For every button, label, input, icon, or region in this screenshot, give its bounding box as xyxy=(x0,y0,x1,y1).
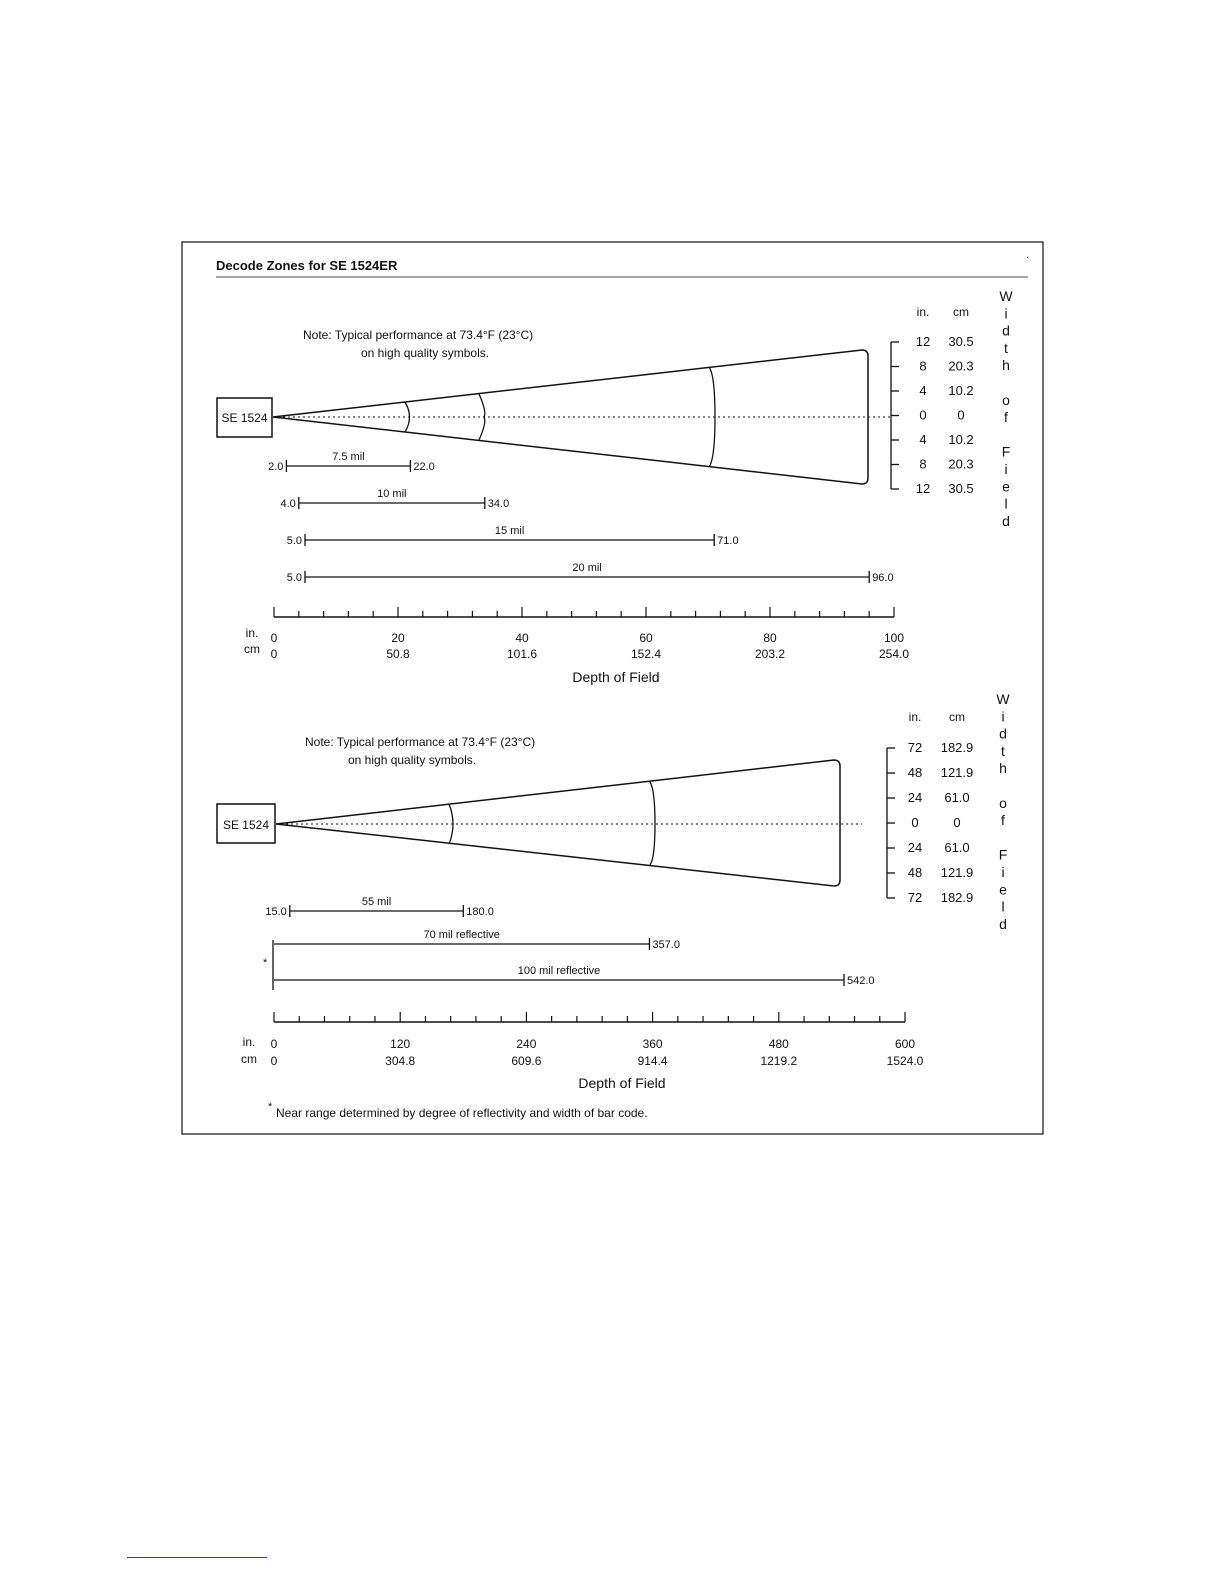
decode-ranges xyxy=(268,451,894,584)
width-of-field-letter: f xyxy=(1004,409,1008,426)
width-value-in: 72 xyxy=(907,740,923,755)
tick-label-cm: 609.6 xyxy=(511,1054,542,1068)
width-head-in: in. xyxy=(916,305,930,319)
width-value-in: 12 xyxy=(915,481,931,496)
tick-label-in: 40 xyxy=(515,631,529,645)
decode-range xyxy=(287,525,739,547)
width-head-cm: cm xyxy=(953,305,969,319)
axis-unit-cm: cm xyxy=(241,1052,257,1066)
width-of-field-letter: i xyxy=(1001,864,1005,880)
range-label: 20 mil xyxy=(572,562,602,574)
tick-label-cm: 1219.2 xyxy=(760,1054,798,1068)
tick-label-in: 0 xyxy=(270,1037,278,1051)
range-near-value: 4.0 xyxy=(280,498,296,510)
width-value-in: 12 xyxy=(915,334,931,349)
tick-label-cm: 914.4 xyxy=(637,1054,668,1068)
width-of-field-letter: d xyxy=(999,725,1007,742)
width-value-in: 8 xyxy=(919,358,927,374)
tick-label-cm: 1524.0 xyxy=(886,1054,924,1068)
width-value-cm: 61.0 xyxy=(944,790,970,805)
width-value-in: 24 xyxy=(907,840,923,855)
range-label: 70 mil reflective xyxy=(423,929,500,941)
width-of-field-letter: h xyxy=(999,760,1007,777)
range-far-value: 96.0 xyxy=(872,572,894,584)
width-of-field-letter: h xyxy=(1002,357,1010,374)
tick-label-cm: 50.8 xyxy=(386,647,410,661)
figure-title: Decode Zones for SE 1524ER xyxy=(216,258,398,273)
width-value-in: 4 xyxy=(919,383,927,398)
range-far-value: 542.0 xyxy=(847,975,875,987)
width-of-field-letter: W xyxy=(999,288,1013,304)
axis-label: Depth of Field xyxy=(578,1075,666,1091)
range-far-value: 71.0 xyxy=(717,535,739,547)
tick-label-cm: 254.0 xyxy=(878,647,910,661)
decode-range xyxy=(274,929,680,951)
width-of-field-letter: e xyxy=(999,881,1007,898)
width-of-field-axis xyxy=(887,710,973,905)
width-of-field-letter: f xyxy=(1001,812,1005,829)
range-far-value: 22.0 xyxy=(413,461,435,473)
scanner-label: SE 1524 xyxy=(221,411,268,425)
width-value-cm: 10.2 xyxy=(948,432,974,447)
tick-label-cm: 152.4 xyxy=(630,647,662,661)
width-of-field-label xyxy=(996,691,1010,932)
width-of-field-letter: F xyxy=(998,846,1008,863)
width-value-in: 48 xyxy=(907,865,923,880)
range-label: 100 mil reflective xyxy=(517,965,601,977)
decode-range xyxy=(274,965,875,987)
figure-frame xyxy=(182,242,1043,1134)
width-value-cm: 30.5 xyxy=(948,481,974,496)
width-of-field-letter: t xyxy=(1004,339,1008,356)
width-of-field-letter: e xyxy=(1002,478,1010,495)
scan-beam xyxy=(276,760,862,886)
width-value-cm: 182.9 xyxy=(940,890,974,905)
decode-range xyxy=(287,562,894,584)
width-of-field-letter: d xyxy=(1002,512,1010,529)
range-near-value: 5.0 xyxy=(286,535,302,547)
width-value-cm: 121.9 xyxy=(940,765,974,780)
axis-label: Depth of Field xyxy=(572,669,660,685)
width-of-field-letter: t xyxy=(1001,742,1005,759)
range-label: 10 mil xyxy=(377,488,407,500)
diagram-1 xyxy=(217,288,1013,685)
footnote: Near range determined by degree of reflectivity and width of bar code. xyxy=(276,1106,648,1120)
tick-label-in: 360 xyxy=(642,1037,663,1051)
depth-axis xyxy=(241,1012,924,1091)
width-of-field-letter: i xyxy=(1001,708,1005,725)
decode-ranges xyxy=(263,896,875,990)
scanner-label: SE 1524 xyxy=(222,818,270,832)
tick-label-in: 80 xyxy=(763,631,777,645)
width-of-field-letter: i xyxy=(1004,305,1008,322)
width-value-cm: 0 xyxy=(953,815,961,830)
width-value-in: 0 xyxy=(919,407,927,423)
tick-label-in: 0 xyxy=(270,631,278,645)
axis-unit-in: in. xyxy=(245,626,259,640)
width-value-in: 0 xyxy=(911,815,919,830)
range-far-value: 34.0 xyxy=(487,498,510,510)
width-value-cm: 0 xyxy=(957,407,965,423)
width-of-field-letter: W xyxy=(996,691,1010,707)
width-of-field-letter: d xyxy=(999,915,1007,932)
width-head-cm: cm xyxy=(949,710,965,724)
axis-unit-cm: cm xyxy=(244,642,260,656)
tick-label-cm: 0 xyxy=(270,647,278,661)
width-of-field-axis xyxy=(891,305,974,496)
note-line-1: Note: Typical performance at 73.4°F (23°C) xyxy=(303,328,534,342)
width-value-cm: 30.5 xyxy=(948,334,974,349)
width-value-in: 4 xyxy=(919,432,927,447)
width-value-in: 72 xyxy=(907,890,923,905)
width-of-field-letter: o xyxy=(1002,391,1010,408)
width-value-cm: 20.3 xyxy=(948,456,974,472)
note-line-2: on high quality symbols. xyxy=(361,346,490,360)
width-value-cm: 121.9 xyxy=(940,865,974,880)
depth-axis xyxy=(244,607,909,685)
range-far-value: 180.0 xyxy=(466,906,494,918)
width-of-field-letter: l xyxy=(1004,495,1008,512)
tick-label-in: 240 xyxy=(516,1037,537,1051)
width-of-field-letter: o xyxy=(999,794,1007,811)
tick-label-in: 600 xyxy=(894,1037,916,1051)
tick-label-in: 480 xyxy=(768,1037,789,1051)
axis-unit-in: in. xyxy=(242,1035,256,1049)
width-value-in: 24 xyxy=(907,790,923,805)
width-value-cm: 10.2 xyxy=(948,383,974,398)
corner-mark: . xyxy=(1026,249,1030,261)
decode-range xyxy=(265,896,493,918)
range-near-value: 15.0 xyxy=(265,906,287,918)
tick-label-in: 120 xyxy=(390,1037,411,1051)
footnote-mark: * xyxy=(268,1101,273,1113)
tick-label-cm: 304.8 xyxy=(385,1054,416,1068)
tick-label-in: 20 xyxy=(391,631,405,645)
width-of-field-letter: l xyxy=(1001,898,1005,915)
near-range-marker: * xyxy=(263,957,268,969)
range-label: 15 mil xyxy=(494,525,525,537)
width-value-in: 48 xyxy=(907,765,923,780)
width-head-in: in. xyxy=(908,710,922,724)
tick-label-cm: 203.2 xyxy=(754,647,786,661)
width-of-field-label xyxy=(999,288,1013,529)
range-far-value: 357.0 xyxy=(652,939,680,951)
range-near-value: 5.0 xyxy=(286,572,302,584)
width-of-field-letter: d xyxy=(1002,322,1010,339)
width-value-cm: 182.9 xyxy=(940,740,974,755)
range-near-value: 2.0 xyxy=(268,461,284,473)
width-value-cm: 20.3 xyxy=(948,358,974,374)
width-of-field-letter: i xyxy=(1004,461,1008,477)
decode-range xyxy=(268,451,435,473)
scan-beam xyxy=(273,350,892,484)
note-line-2: on high quality symbols. xyxy=(348,753,477,767)
range-label: 7.5 mil xyxy=(332,451,365,463)
width-of-field-letter: F xyxy=(1001,443,1011,460)
tick-label-cm: 0 xyxy=(270,1054,278,1068)
diagram-2 xyxy=(217,691,1010,1120)
width-value-in: 8 xyxy=(919,456,927,472)
note-line-1: Note: Typical performance at 73.4°F (23°C) xyxy=(305,735,536,749)
footer-rule xyxy=(127,1557,267,1558)
tick-label-in: 60 xyxy=(639,631,653,645)
decode-range xyxy=(281,488,510,510)
range-label: 55 mil xyxy=(361,896,392,908)
width-value-cm: 61.0 xyxy=(944,840,970,855)
tick-label-in: 100 xyxy=(883,631,905,645)
tick-label-cm: 101.6 xyxy=(506,647,538,661)
